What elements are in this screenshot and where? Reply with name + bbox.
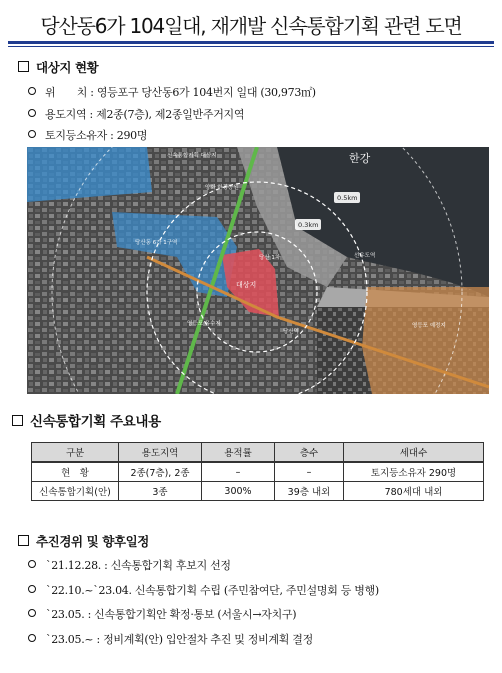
table-cell: 신속통합기획(안): [32, 482, 119, 501]
site-label: 대상지: [236, 281, 257, 289]
col-header: 용적률: [202, 443, 275, 463]
schedule-item: `22.10.~`23.04. 신속통합기획 수립 (주민참여단, 주민설명회 등 병행): [28, 582, 379, 598]
table-cell: 3종: [119, 482, 202, 501]
col-header: 용도지역: [119, 443, 202, 463]
area-label-seonyudo: 선유도역: [354, 253, 376, 259]
circle-bullet-icon: [28, 634, 36, 642]
checkbox-square-icon: [18, 535, 29, 546]
ring-label-03: 0.3km: [298, 221, 319, 229]
circle-bullet-icon: [28, 560, 36, 568]
owners-line: 토지등소유자 : 290명: [28, 127, 147, 143]
site-aerial-map: [27, 147, 489, 394]
table-row: [32, 482, 484, 501]
section-heading-schedule: 추진경위 및 향후일정: [18, 532, 149, 550]
circle-bullet-icon: [28, 87, 36, 95]
schedule-item: `21.12.28. : 신속통합기획 후보지 선정: [28, 557, 231, 573]
area-label-target: 신속통합기획 대상지: [167, 153, 217, 159]
schedule-item: `23.05.~ : 정비계획(안) 입안절차 추진 및 정비계획 결정: [28, 631, 313, 647]
circle-bullet-icon: [28, 130, 36, 138]
location-line: 위 치 : 영등포구 당산동6가 104번지 일대 (30,973㎡): [28, 84, 316, 100]
ring-label-05: 0.5km: [337, 194, 358, 202]
checkbox-square-icon: [12, 415, 23, 426]
river-label: 한강: [349, 152, 371, 165]
table-cell: 2종(7층), 2종: [119, 462, 202, 482]
circle-bullet-icon: [28, 109, 36, 117]
circle-bullet-icon: [28, 609, 36, 617]
col-header: 세대수: [344, 443, 484, 463]
zoning-line: 용도지역 : 제2종(7층), 제2종일반주거지역: [28, 106, 244, 122]
table-cell: 39층 내외: [275, 482, 344, 501]
section-heading-site: 대상지 현황: [18, 58, 98, 76]
circle-bullet-icon: [28, 585, 36, 593]
plan-table: [31, 442, 484, 501]
table-cell: 780세대 내외: [344, 482, 484, 501]
table-cell: 현 황: [32, 462, 119, 482]
section-heading-plan: 신속통합기획 주요내용: [12, 410, 161, 430]
orange-zone: [362, 287, 489, 394]
page-title: 당산동6가 104일대, 재개발 신속통합기획 관련 도면: [40, 14, 462, 38]
table-row: [32, 462, 484, 482]
table-cell: 토지등소유자 290명: [344, 462, 484, 482]
area-label-district: 당산동 6가 1구역: [135, 240, 178, 246]
area-label-dangsan: 당산역: [283, 329, 299, 335]
area-label-park: 양화 한강공원: [205, 185, 239, 191]
checkbox-square-icon: [18, 61, 29, 72]
col-header: 구분: [32, 443, 119, 463]
table-cell: –: [275, 462, 344, 482]
area-label-reservoir: 영등포 유수지: [187, 321, 221, 327]
table-cell: –: [202, 462, 275, 482]
col-header: 층수: [275, 443, 344, 463]
area-label-dangsan1: 당산 1차: [259, 255, 281, 261]
table-cell: 300%: [202, 482, 275, 501]
schedule-item: `23.05. : 신속통합기획안 확정·통보 (서울시→자치구): [28, 606, 296, 622]
title-rule: [8, 41, 494, 44]
title-rule-thin: [8, 46, 494, 47]
map-svg: [27, 147, 489, 394]
area-label-orange: 영등포 예정지: [412, 323, 446, 329]
table-header-row: [32, 443, 484, 463]
